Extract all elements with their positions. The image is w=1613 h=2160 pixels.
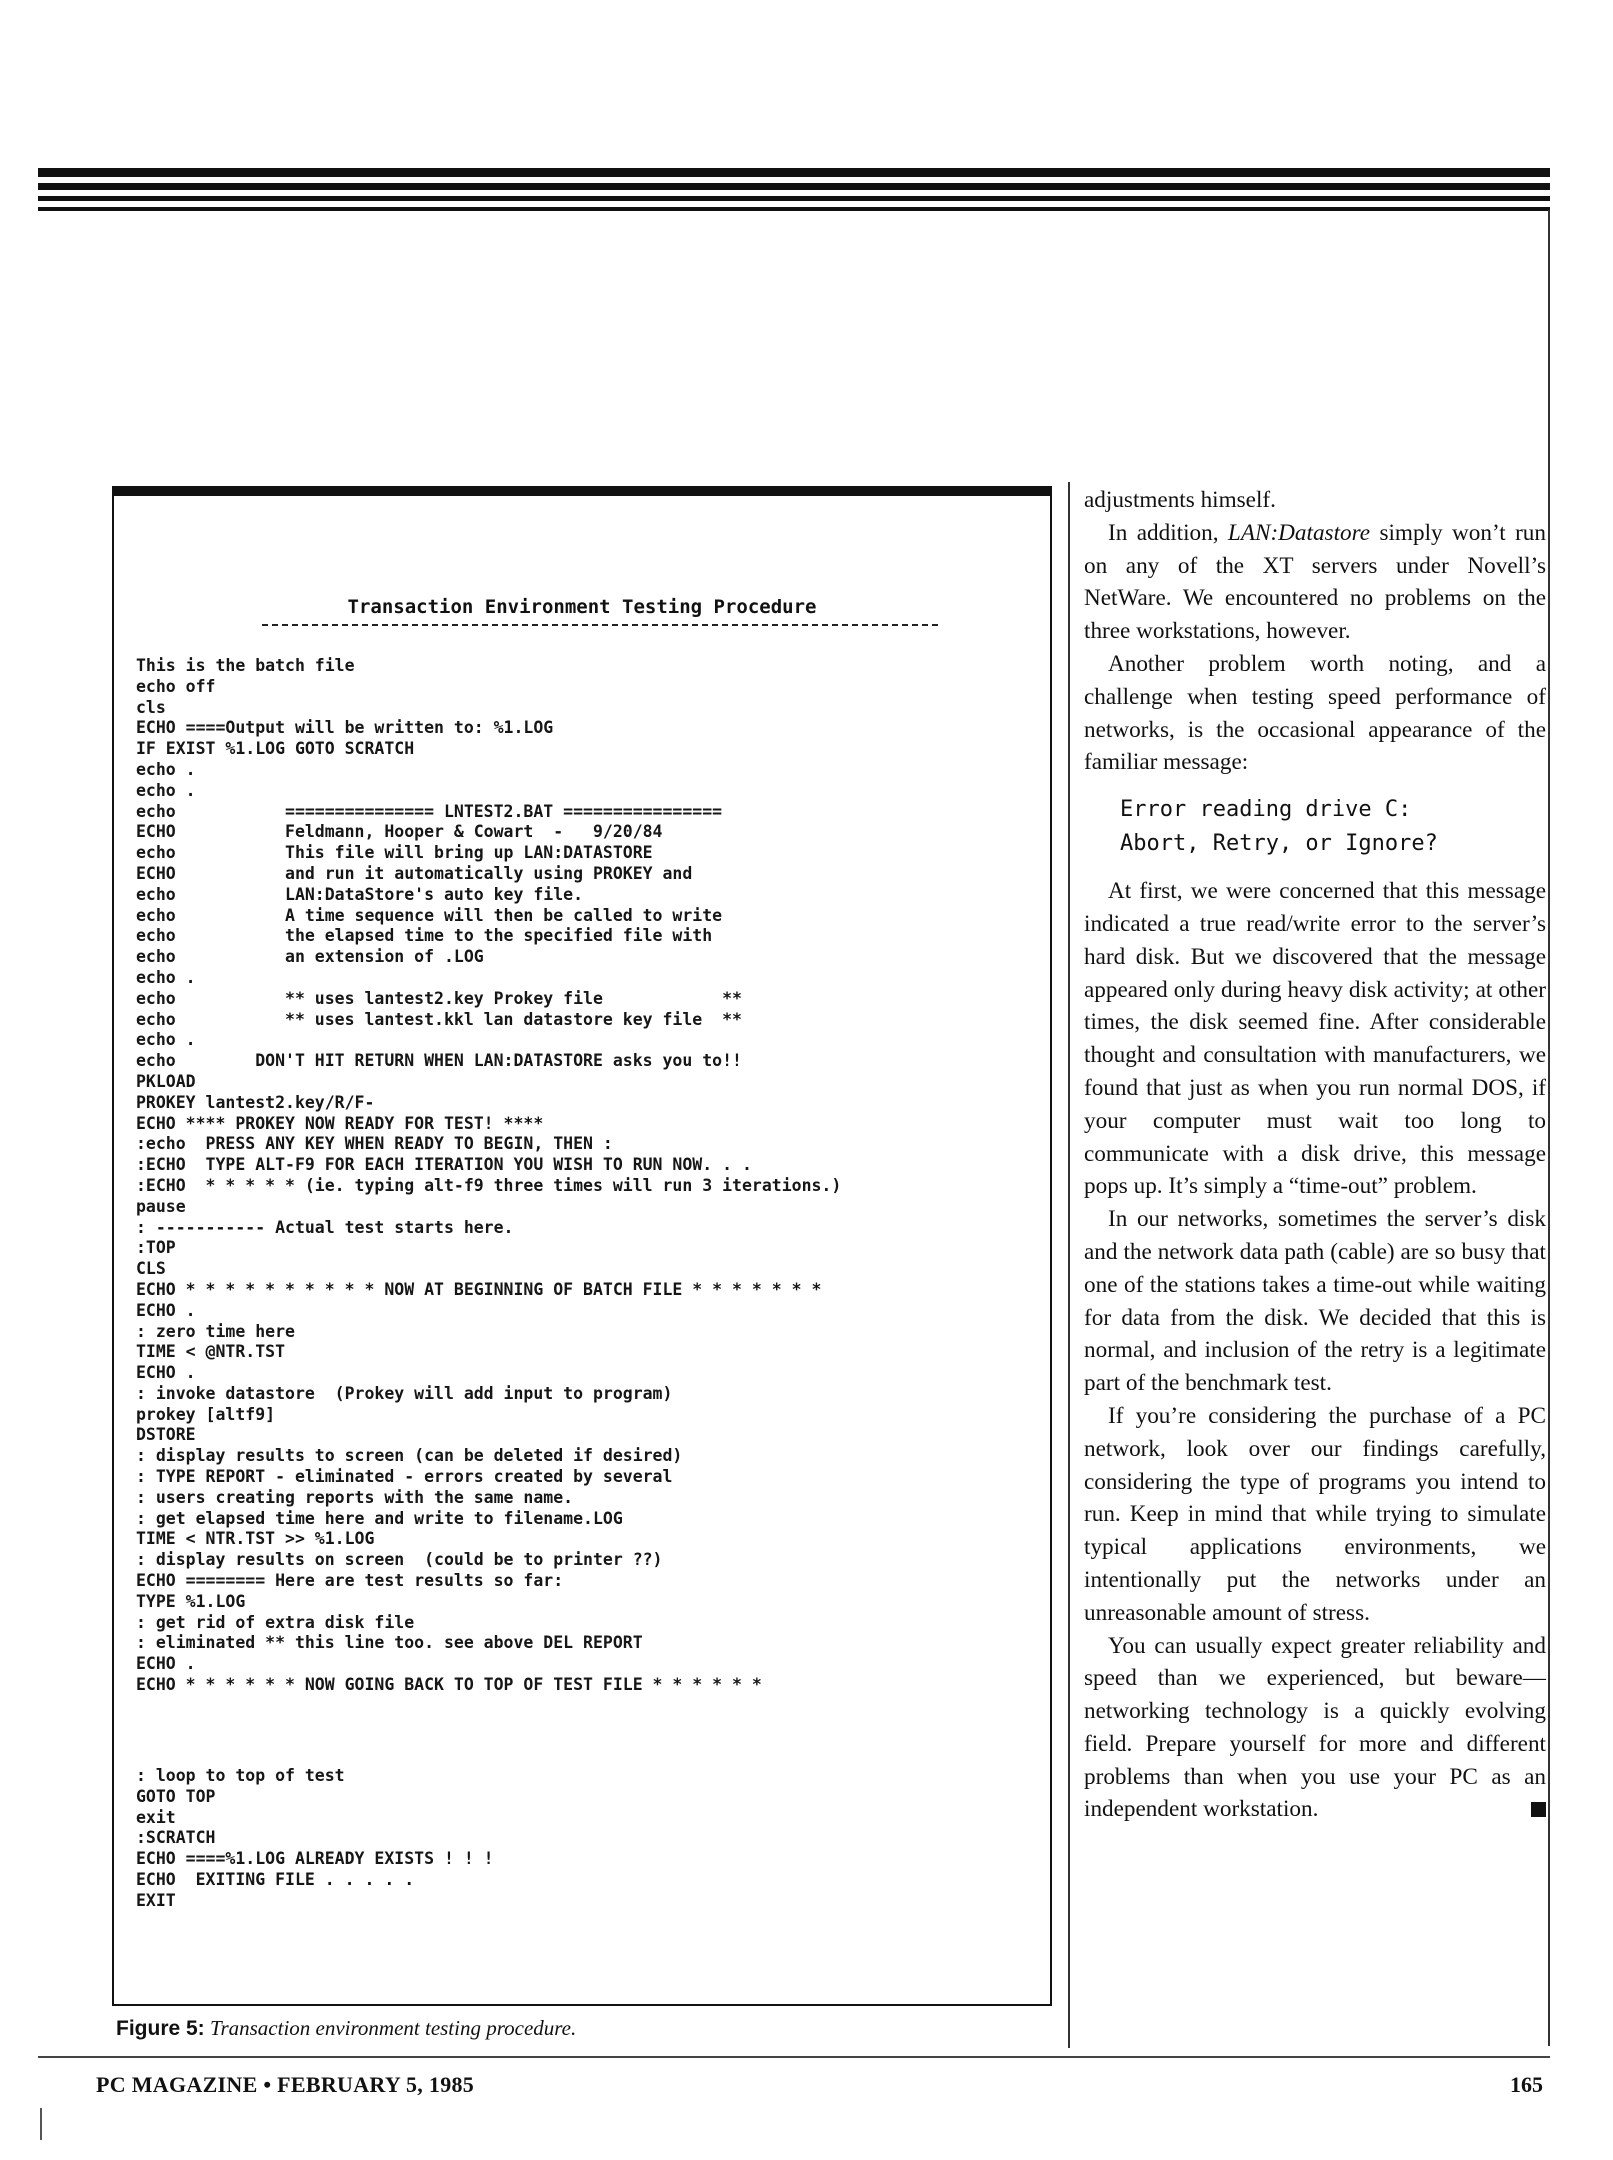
paragraph <box>1084 1630 1546 1827</box>
code-line: : display results on screen (could be to printer ??) <box>136 1550 663 1570</box>
code-line: TYPE %1.LOG <box>136 1591 246 1611</box>
code-line: echo ** uses lantest2.key Prokey file ** <box>136 988 742 1008</box>
code-line: TIME < @NTR.TST <box>136 1342 286 1362</box>
code-line: : get rid of extra disk file <box>136 1612 415 1632</box>
header-rules <box>38 168 1550 217</box>
figure-title: Transaction Environment Testing Procedure <box>347 596 817 618</box>
footer-publication: PC MAGAZINE • FEBRUARY 5, 1985 <box>96 2072 475 2097</box>
batch-file-listing-tail <box>136 1766 494 1912</box>
footer-rule <box>38 2056 1550 2058</box>
code-line: echo the elapsed time to the specified file with <box>136 926 713 946</box>
code-line: ECHO ====%1.LOG ALREADY EXISTS ! ! ! <box>136 1849 494 1869</box>
code-line: echo This file will bring up LAN:DATASTORE <box>136 843 653 863</box>
code-line: ECHO EXITING FILE . . . . . <box>136 1869 415 1889</box>
code-line: : TYPE REPORT - eliminated - errors created by several <box>136 1467 673 1487</box>
code-line: echo =============== LNTEST2.BAT ================ <box>136 801 723 821</box>
paragraph-text: You can usually expect greater reliability and speed than we experienced, but beware—networking technology is a quickly evolving field. Prepare yourself for more and different problems than when you use your PC as an independent workstation. <box>1084 1632 1546 1823</box>
code-line: GOTO TOP <box>136 1786 216 1806</box>
code-line: ECHO . <box>136 1300 196 1320</box>
code-line: echo LAN:DataStore's auto key file. <box>136 884 584 904</box>
code-line: : loop to top of test <box>136 1766 345 1785</box>
code-line: :ECHO * * * * * (ie. typing alt-f9 three times will run 3 iterations.) <box>136 1175 842 1195</box>
figure-caption-text: Transaction environment testing procedure. <box>209 2016 577 2040</box>
code-line: ECHO . <box>136 1363 196 1383</box>
code-line: ECHO * * * * * * * * * * NOW AT BEGINNING OF BATCH FILE * * * * * * * <box>136 1279 822 1299</box>
code-line: : invoke datastore (Prokey will add input to program) <box>136 1383 673 1403</box>
code-line: echo . <box>136 967 196 987</box>
code-line: This is the batch file <box>136 656 355 675</box>
code-line: ECHO and run it automatically using PROKEY and <box>136 863 693 883</box>
code-line: :SCRATCH <box>136 1828 216 1848</box>
paragraph: At first, we were concerned that this message indicated a true read/write error to the server’s hard disk. But we discovered that the message appeared only during heavy disk activity; at other times, the disk seemed fine. After considerable thought and consultation with manufacturers, we found that just as when you run normal DOS, if your computer must wait too long to communicate with a disk drive, this message pops up. It’s simply a “time-out” problem. <box>1084 878 1546 1200</box>
error-line: Error reading drive C: <box>1120 797 1412 823</box>
paragraph: In our networks, sometimes the server’s disk and the network data path (cable) are so busy that one of the stations takes a time-out while waiting for data from the disk. We decided that this is normal, and inclusion of the retry is a legitimate part of the benchmark test. <box>1084 1206 1546 1397</box>
code-line: ECHO . <box>136 1654 196 1674</box>
figure-caption-label: Figure 5: <box>116 2017 205 2040</box>
code-line: pause <box>136 1196 186 1216</box>
code-line: echo ** uses lantest.kkl lan datastore key file ** <box>136 1009 742 1029</box>
code-line: : display results to screen (can be deleted if desired) <box>136 1446 683 1466</box>
code-line: ECHO Feldmann, Hooper & Cowart - 9/20/84 <box>136 822 663 842</box>
code-line: :TOP <box>136 1238 176 1258</box>
code-line: exit <box>136 1807 176 1827</box>
code-line: : get elapsed time here and write to filename.LOG <box>136 1508 623 1528</box>
code-line: : zero time here <box>136 1321 295 1341</box>
code-line: EXIT <box>136 1890 176 1910</box>
product-name: LAN:Datastore <box>1227 519 1371 546</box>
column-divider <box>1068 482 1070 2048</box>
page-number: 165 <box>1510 2072 1543 2097</box>
code-line: echo off <box>136 676 216 696</box>
code-line: ECHO **** PROKEY NOW READY FOR TEST! **** <box>136 1113 544 1133</box>
paragraph-text: In addition, <box>1108 519 1219 546</box>
code-line: echo . <box>136 1030 196 1050</box>
end-of-article-mark <box>1531 1802 1546 1817</box>
code-line: :ECHO TYPE ALT-F9 FOR EACH ITERATION YOU WISH TO RUN NOW. . . <box>136 1155 752 1175</box>
figure-box <box>112 486 1052 2006</box>
code-line: : eliminated ** this line too. see above DEL REPORT <box>136 1633 643 1653</box>
code-line: echo DON'T HIT RETURN WHEN LAN:DATASTORE asks you to!! <box>136 1051 742 1071</box>
code-line: :echo PRESS ANY KEY WHEN READY TO BEGIN, THEN : <box>136 1134 613 1154</box>
figure-title-underline <box>262 624 938 626</box>
error-line: Abort, Retry, or Ignore? <box>1120 831 1438 857</box>
article-column <box>1084 484 1546 1826</box>
paragraph: adjustments himself. <box>1084 487 1276 513</box>
code-line: echo . <box>136 780 196 800</box>
code-line: IF EXIST %1.LOG GOTO SCRATCH <box>136 739 415 759</box>
code-line: echo an extension of .LOG <box>136 947 484 967</box>
paragraph-text: simply won’t run on any of the XT servers under Novell’s NetWare. We encountered no problems on the three workstations, however. <box>1084 519 1546 645</box>
code-line: cls <box>136 697 166 717</box>
code-line: echo A time sequence will then be called to write <box>136 905 723 925</box>
paragraph: If you’re considering the purchase of a PC network, look over our findings carefully, considering the type of programs you intend to run. Keep in mind that while trying to simulate typical applications environments, we intentionally put the networks under an unreasonable amount of stress. <box>1084 1402 1546 1626</box>
code-line: prokey [altf9] <box>136 1404 276 1424</box>
code-line: : users creating reports with the same name. <box>136 1487 574 1507</box>
right-column-rule <box>1548 210 1550 2046</box>
batch-file-listing <box>136 656 841 1696</box>
error-message <box>1120 793 1546 861</box>
code-line: echo . <box>136 759 196 779</box>
code-line: TIME < NTR.TST >> %1.LOG <box>136 1529 375 1549</box>
code-line: PROKEY lantest2.key/R/F- <box>136 1092 375 1112</box>
code-line: DSTORE <box>136 1425 196 1445</box>
margin-mark <box>40 2108 42 2140</box>
code-line: ECHO ======== Here are test results so far: <box>136 1571 564 1591</box>
code-line: PKLOAD <box>136 1071 196 1091</box>
figure-caption <box>116 2016 576 2041</box>
code-line: ECHO * * * * * * NOW GOING BACK TO TOP OF TEST FILE * * * * * * <box>136 1675 762 1695</box>
paragraph: Another problem worth noting, and a challenge when testing speed performance of networks, is the occasional appearance of the familiar message: <box>1084 650 1546 776</box>
paragraph <box>1084 517 1546 648</box>
code-line: : ----------- Actual test starts here. <box>136 1217 514 1237</box>
code-line: ECHO ====Output will be written to: %1.LOG <box>136 718 554 738</box>
code-line: CLS <box>136 1259 166 1279</box>
